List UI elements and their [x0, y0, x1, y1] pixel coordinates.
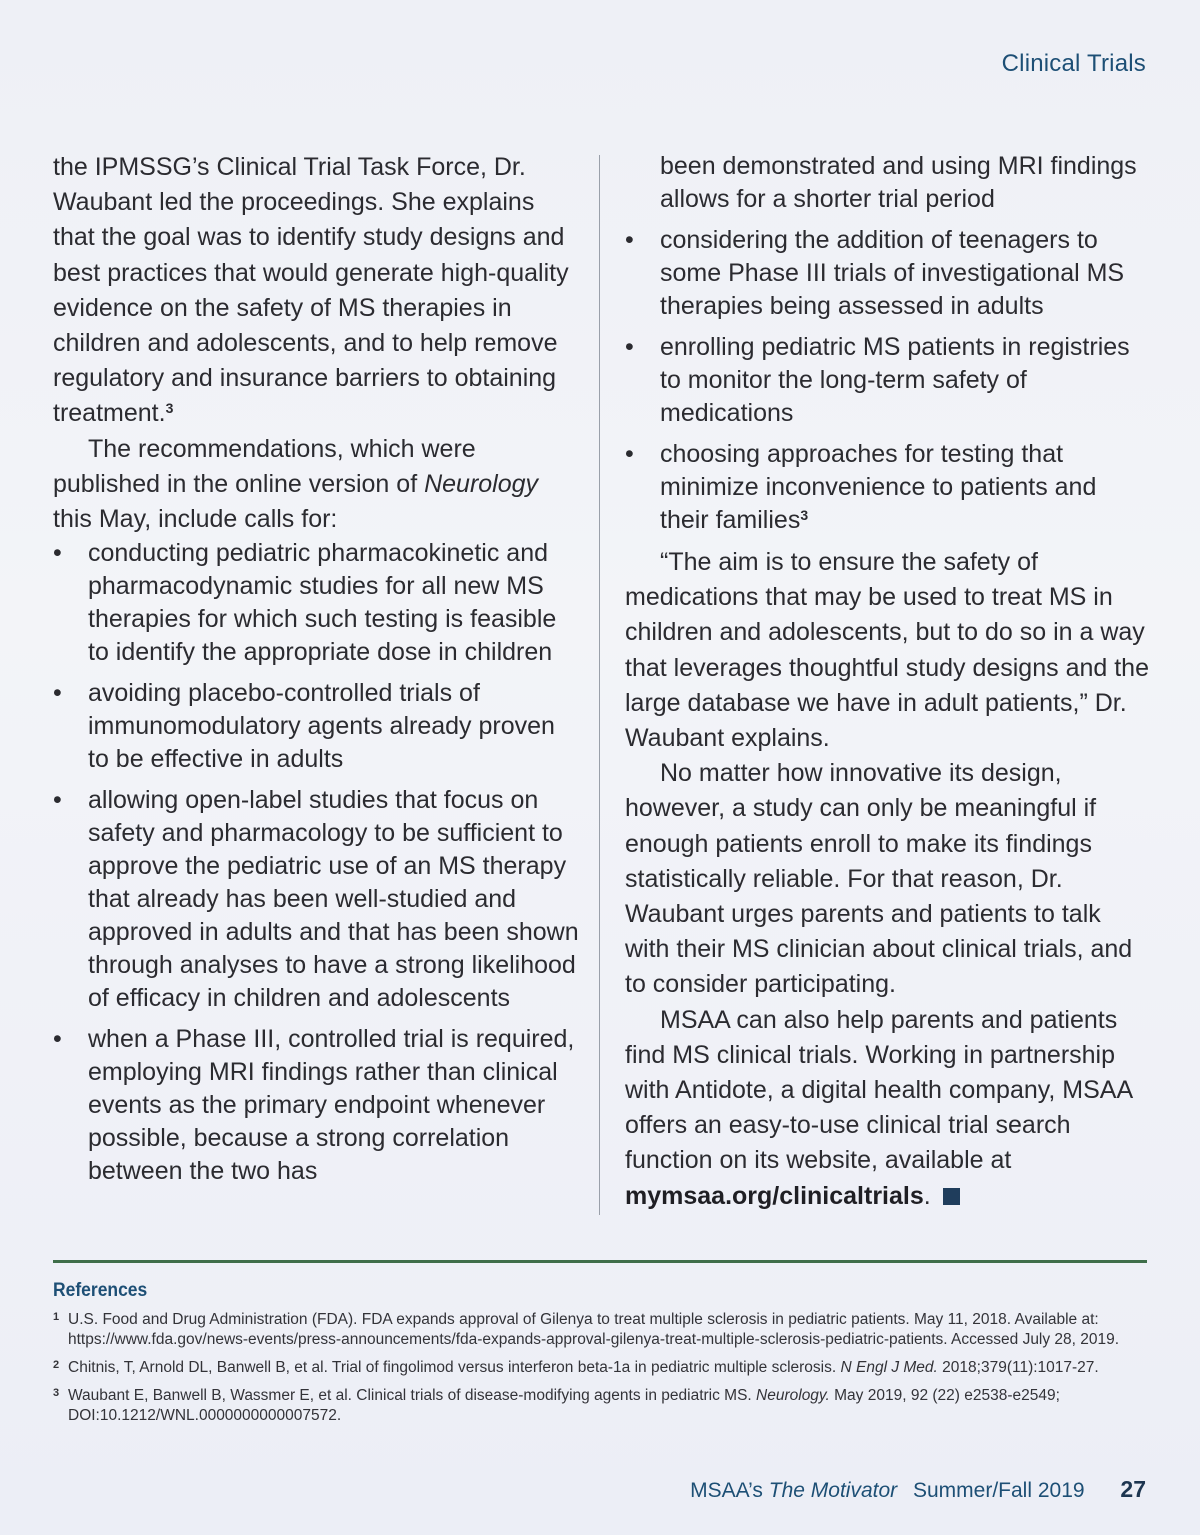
reference-item: 2 Chitnis, T, Arnold DL, Banwell B, et al. Trial of fingolimod versus interferon beta-1a in pediatric multiple sclerosis. N Engl J Med. 2018;379(11):1017-27. [53, 1359, 1099, 1376]
recommendations-list-continued [625, 224, 1150, 537]
footer-issue: Summer/Fall 2019 [912, 1479, 1085, 1502]
list-item: • choosing approaches for testing that minimize inconvenience to patients and their families$^3$ [625, 440, 1097, 534]
bullet-icon: • [53, 786, 62, 815]
list-item: • considering the addition of teenagers to some Phase III trials of investigational MS therapies being assessed in adults [625, 226, 1125, 320]
list-item: • avoiding placebo-controlled trials of immunomodulatory agents already proven to be effective in adults [53, 679, 555, 774]
reference-item: 1 U.S. Food and Drug Administration (FDA). FDA expands approval of Gilenya to treat multiple sclerosis in pediatric patients. May 11, 2018. Available at: https://www.fda.gov/news-events/press-announcements/fda-expands-approval-gilenya-treat-multiple-sclerosis-pediatric-patients. Accessed July 28, 2019. [53, 1311, 1120, 1348]
section-title: Clinical Trials [1001, 50, 1146, 77]
references-section [53, 1280, 1147, 1434]
end-mark-icon [943, 1188, 960, 1205]
list-item-continuation: been demonstrated and using MRI findings allows for a shorter trial period [660, 152, 1137, 213]
right-column [625, 150, 1150, 1214]
left-column [53, 150, 581, 1196]
bullet-icon: • [53, 539, 62, 568]
footer-org: MSAA’s [690, 1479, 769, 1502]
footnote-ref: 3 [800, 507, 809, 523]
footer-publication: The Motivator [768, 1479, 898, 1502]
list-item: • conducting pediatric pharmacokinetic and pharmacodynamic studies for all new MS therapies for which such testing is feasible to identify the appropriate dose in children [53, 539, 557, 667]
page-number: 27 [1120, 1476, 1146, 1502]
references-title: References [53, 1280, 148, 1301]
list-item: • allowing open-label studies that focus on safety and pharmacology to be sufficient to approve the pediatric use of an MS therapy that already has been well-studied and approved in adults and that has been shown through analyses to have a strong likelihood of efficacy in children and adolescents [53, 786, 579, 1013]
list-item: • enrolling pediatric MS patients in registries to monitor the long-term safety of medications [625, 333, 1130, 427]
clinical-trials-link[interactable]: mymsaa.org/clinicaltrials [625, 1181, 924, 1210]
body-paragraph: No matter how innovative its design, however, a study can only be meaningful if enough patients enroll to make its findings statistically reliable. For that reason, Dr. Waubant urges parents and patients to talk with their MS clinician about clinical trials, and to consider participating. [625, 759, 1133, 999]
footnote-ref: 3 [165, 400, 174, 417]
bullet-icon: • [625, 440, 634, 468]
reference-item: 3 Waubant E, Banwell B, Wassmer E, et al. Clinical trials of disease-modifying agents in pediatric MS. Neurology. May 2019, 92 (22) e2538-e2549; DOI:10.1212/WNL.0000000000007572. [53, 1387, 1060, 1424]
page-footer [690, 1476, 1146, 1503]
bullet-icon: • [53, 679, 62, 708]
journal-name: Neurology [424, 469, 539, 498]
bullet-icon: • [53, 1025, 62, 1054]
recommendations-list [53, 537, 581, 1188]
body-paragraph: The recommendations, which were published in the online version of Neurology this May, include calls for: [53, 434, 539, 534]
references-divider [53, 1260, 1147, 1263]
bullet-icon: • [625, 226, 634, 254]
body-paragraph: the IPMSSG’s Clinical Trial Task Force, Dr. Waubant led the proceedings. She explains that the goal was to identify study designs and best practices that would generate high-quality evidence on the safety of MS therapies in children and adolescents, and to help remove regulatory and insurance barriers to obtaining treatment.$^3$ [53, 153, 569, 428]
body-paragraph: MSAA can also help parents and patients find MS clinical trials. Working in partnership with Antidote, a digital health company, MSAA offers an easy-to-use clinical trial search function on its website, available at mymsaa.org/clinicaltrials. [625, 1005, 1132, 1210]
body-paragraph: “The aim is to ensure the safety of medications that may be used to treat MS in children and adolescents, but to do so in a way that leverages thoughtful study designs and the large database we have in adult patients,” Dr. Waubant explains. [625, 548, 1149, 753]
column-divider [599, 155, 600, 1215]
list-item: • when a Phase III, controlled trial is required, employing MRI findings rather than clinical events as the primary endpoint whenever possible, because a strong correlation between the two has [53, 1025, 575, 1186]
bullet-icon: • [625, 333, 634, 361]
